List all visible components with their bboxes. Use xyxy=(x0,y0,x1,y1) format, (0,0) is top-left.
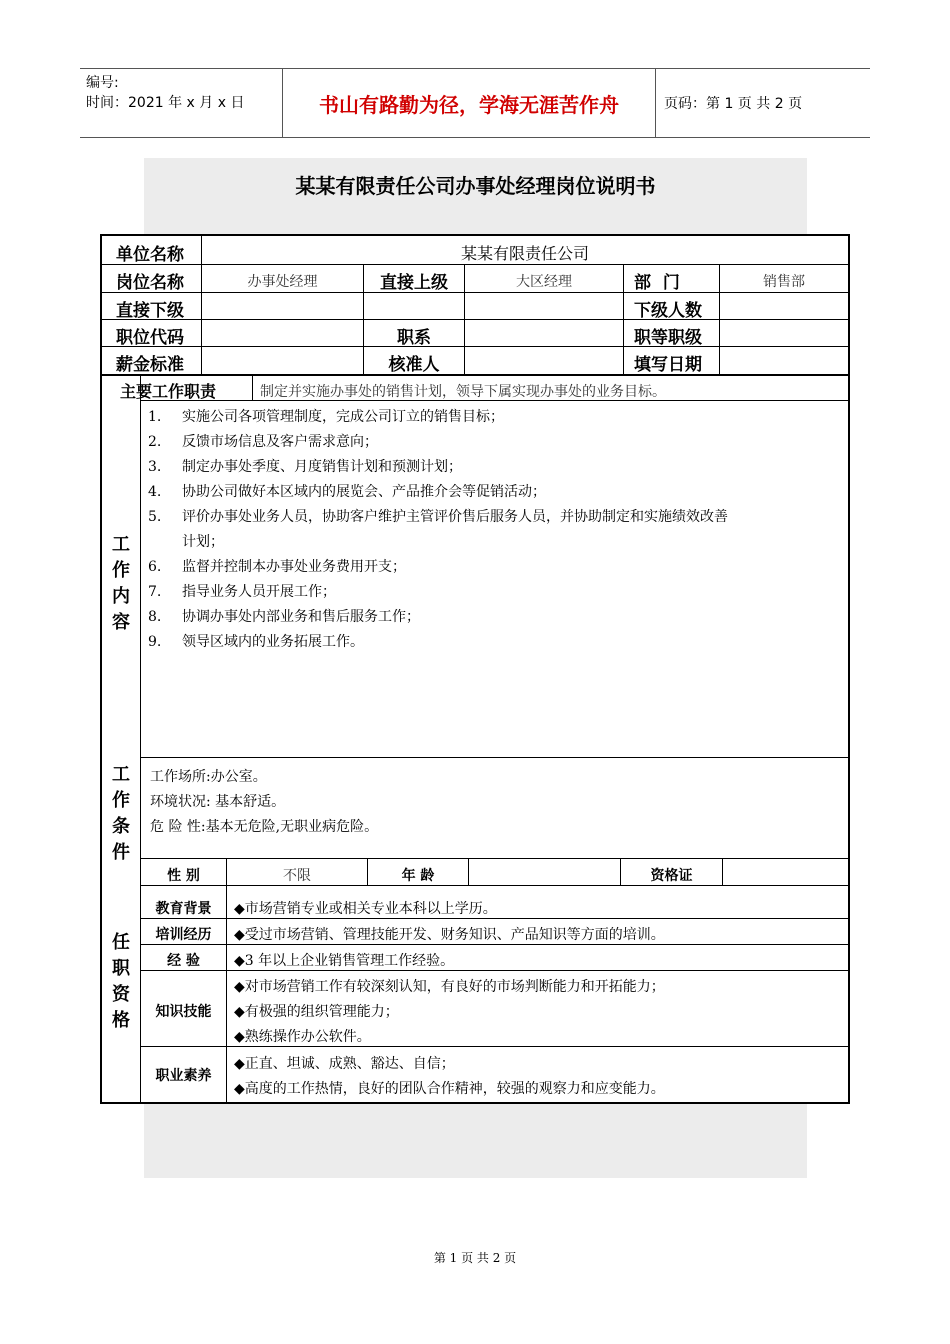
item-number: 4. xyxy=(148,484,162,500)
training-label: 培训经历 xyxy=(155,927,212,943)
fill-date-label: 填写日期 xyxy=(634,355,702,375)
position-value: 办事处经理 xyxy=(247,274,318,290)
item-text: 协调办事处内部业务和售后服务工作； xyxy=(182,609,420,625)
dept-label: 部 门 xyxy=(634,273,680,293)
work-content-item xyxy=(148,431,378,451)
work-content-item xyxy=(148,581,336,601)
unit-name-value: 某某有限责任公司 xyxy=(460,244,589,263)
header-motto: 书山有路勤为径，学海无涯苦作舟 xyxy=(282,69,656,137)
main-duty-label: 主要工作职责 xyxy=(120,382,217,401)
sub-count-label: 下级人数 xyxy=(634,301,702,321)
subordinate-label: 直接下级 xyxy=(116,301,184,321)
page-footer: 第 1 页 共 2 页 xyxy=(433,1251,517,1265)
position-label: 岗位名称 xyxy=(116,273,184,293)
item-text: 实施公司各项管理制度，完成公司订立的销售目标； xyxy=(182,409,504,425)
item-number: 8. xyxy=(148,609,162,625)
age-label: 年 龄 xyxy=(401,868,435,884)
work-content-item xyxy=(148,406,504,426)
work-place: 工作场所:办公室。 xyxy=(150,769,267,785)
knowledge-item: ◆对市场营销工作有较深刻认知，有良好的市场判断能力和开拓能力； xyxy=(234,979,665,995)
number-label: 编号: xyxy=(86,75,119,91)
cert-label: 资格证 xyxy=(650,868,693,884)
item-number: 3. xyxy=(148,459,162,475)
work-content-item xyxy=(148,631,364,651)
item-number: 1. xyxy=(148,409,162,425)
page-header xyxy=(80,68,870,138)
document-title: 某某有限责任公司办事处经理岗位说明书 xyxy=(295,174,656,198)
item-text-continuation: 计划； xyxy=(182,534,224,550)
item-text: 反馈市场信息及客户需求意向； xyxy=(182,434,378,450)
quality-item: ◆高度的工作热情，良好的团队合作精神，较强的观察力和应变能力。 xyxy=(234,1081,665,1097)
knowledge-item: ◆有极强的组织管理能力； xyxy=(234,1004,399,1020)
item-text: 协助公司做好本区域内的展览会、产品推介会等促销活动； xyxy=(182,484,546,500)
dept-value: 销售部 xyxy=(763,274,805,290)
item-number: 7. xyxy=(148,584,162,600)
knowledge-label: 知识技能 xyxy=(155,1004,212,1020)
date-label: 时间：2021 年 x 月 x 日 xyxy=(86,95,245,111)
main-duty-value: 制定并实施办事处的销售计划，领导下属实现办事处的业务目标。 xyxy=(260,384,666,400)
work-environment: 环境状况: 基本舒适。 xyxy=(150,794,286,810)
gender-label: 性 别 xyxy=(167,868,200,884)
quality-item: ◆正直、坦诚、成熟、豁达、自信； xyxy=(234,1056,455,1072)
work-content-item xyxy=(148,481,546,501)
item-text: 领导区域内的业务拓展工作。 xyxy=(182,634,364,650)
experience-value: ◆3 年以上企业销售管理工作经验。 xyxy=(234,953,455,969)
item-text: 指导业务人员开展工作； xyxy=(182,584,336,600)
work-content-item xyxy=(148,606,420,626)
work-danger: 危 险 性:基本无危险,无职业病危险。 xyxy=(150,819,379,835)
item-number: 9. xyxy=(148,634,162,650)
code-label: 职位代码 xyxy=(116,328,184,348)
knowledge-item: ◆熟练操作办公软件。 xyxy=(234,1029,371,1045)
superior-label: 直接上级 xyxy=(380,273,448,293)
header-meta xyxy=(86,73,244,113)
education-value: ◆市场营销专业或相关专业本科以上学历。 xyxy=(234,901,497,917)
item-number: 5. xyxy=(148,509,162,525)
item-number: 2. xyxy=(148,434,162,450)
work-content-item xyxy=(148,506,728,526)
work-content-item xyxy=(148,456,462,476)
work-conditions-label: 工作条件 xyxy=(112,764,130,863)
item-text: 评价办事处业务人员，协助客户维护主管评价售后服务人员，并协助制定和实施绩效改善 xyxy=(182,509,728,525)
education-label: 教育背景 xyxy=(155,901,212,917)
gender-value: 不限 xyxy=(283,868,311,884)
work-content-label: 工作内容 xyxy=(112,534,130,633)
series-label: 职系 xyxy=(397,328,431,348)
unit-name-label: 单位名称 xyxy=(116,245,184,265)
item-number: 6. xyxy=(148,559,162,575)
quality-label: 职业素养 xyxy=(155,1068,212,1084)
grade-label: 职等职级 xyxy=(634,328,702,348)
experience-label: 经 验 xyxy=(167,953,200,969)
item-text: 制定办事处季度、月度销售计划和预测计划； xyxy=(182,459,462,475)
item-text: 监督并控制本办事处业务费用开支； xyxy=(182,559,406,575)
approver-label: 核准人 xyxy=(388,355,440,375)
qualifications-label: 任职资格 xyxy=(112,932,130,1031)
salary-label: 薪金标准 xyxy=(116,355,184,375)
work-content-item xyxy=(148,556,406,576)
header-page-info: 页码：第 1 页 共 2 页 xyxy=(664,96,803,112)
job-description-table xyxy=(100,234,850,1104)
training-value: ◆受过市场营销、管理技能开发、财务知识、产品知识等方面的培训。 xyxy=(234,927,665,943)
superior-value: 大区经理 xyxy=(516,274,572,290)
